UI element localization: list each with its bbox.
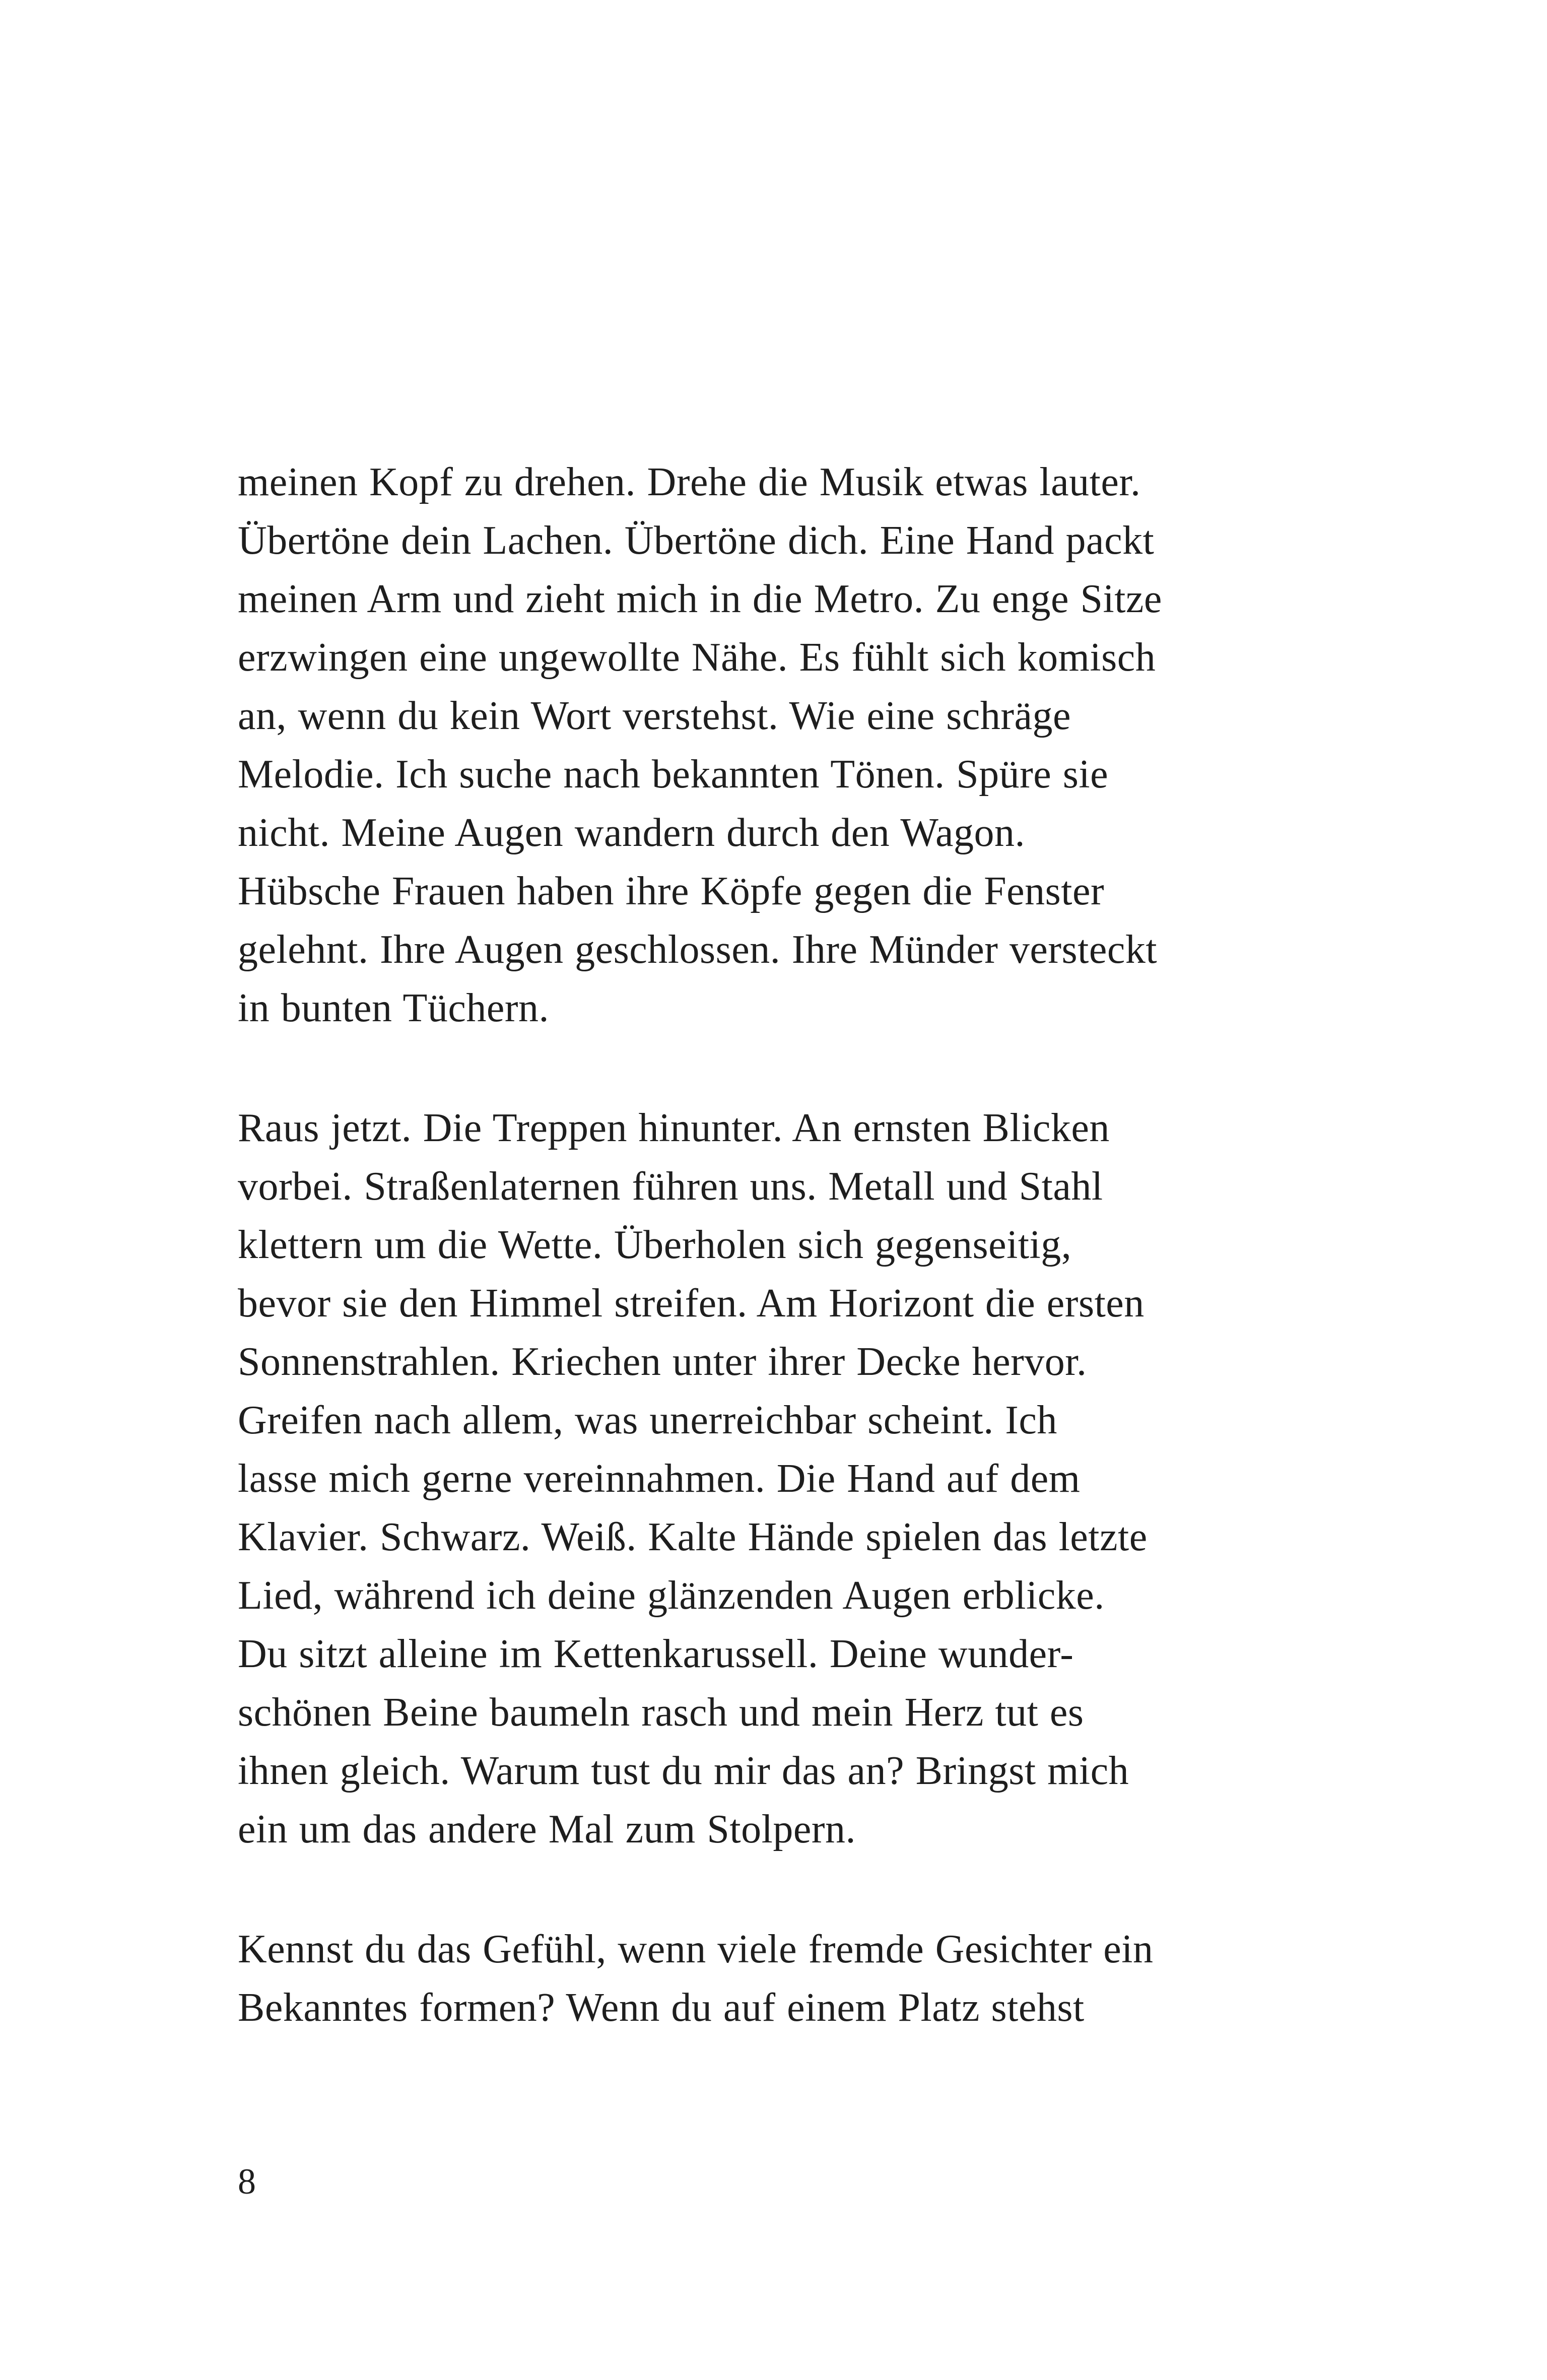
text-line: Kennst du das Gefühl, wenn viele fremde Gesichter ein [238, 1927, 1154, 1971]
page-number: 8 [238, 2161, 256, 2202]
text-line: Melodie. Ich suche nach bekannten Tönen. Spüre sie [238, 752, 1109, 797]
paragraph-2 [238, 1099, 1321, 1859]
text-line: klettern um die Wette. Überholen sich gegenseitig, [238, 1223, 1072, 1267]
text-line: Greifen nach allem, was unerreichbar scheint. Ich [238, 1398, 1057, 1442]
text-line: Du sitzt alleine im Kettenkarussell. Deine wunder- [238, 1632, 1074, 1676]
text-line: schönen Beine baumeln rasch und mein Herz tut es [238, 1690, 1084, 1735]
text-line: an, wenn du kein Wort verstehst. Wie eine schräge [238, 694, 1071, 738]
text-line: Hübsche Frauen haben ihre Köpfe gegen die Fenster [238, 869, 1105, 913]
paragraph-1 [238, 453, 1321, 1037]
text-line: Raus jetzt. Die Treppen hinunter. An ernsten Blicken [238, 1106, 1110, 1150]
text-line: lasse mich gerne vereinnahmen. Die Hand auf dem [238, 1457, 1081, 1501]
text-line: Bekanntes formen? Wenn du auf einem Platz stehst [238, 1986, 1085, 2030]
text-line: Klavier. Schwarz. Weiß. Kalte Hände spielen das letzte [238, 1515, 1148, 1559]
text-line: erzwingen eine ungewollte Nähe. Es fühlt sich komisch [238, 635, 1156, 680]
text-line: nicht. Meine Augen wandern durch den Wagon. [238, 811, 1025, 855]
text-line: vorbei. Straßenlaternen führen uns. Metall und Stahl [238, 1164, 1103, 1209]
text-line: Lied, während ich deine glänzenden Augen erblicke. [238, 1573, 1105, 1618]
text-line: in bunten Tüchern. [238, 986, 550, 1030]
text-line: bevor sie den Himmel streifen. Am Horizont die ersten [238, 1281, 1145, 1326]
text-line: Sonnenstrahlen. Kriechen unter ihrer Decke hervor. [238, 1340, 1087, 1384]
paragraph-3 [238, 1920, 1321, 2037]
text-line: meinen Kopf zu drehen. Drehe die Musik etwas lauter. [238, 460, 1141, 504]
text-line: ein um das andere Mal zum Stolpern. [238, 1807, 856, 1852]
text-line: ihnen gleich. Warum tust du mir das an? Bringst mich [238, 1749, 1129, 1793]
text-line: Übertöne dein Lachen. Übertöne dich. Eine Hand packt [238, 518, 1155, 563]
text-line: meinen Arm und zieht mich in die Metro. Zu enge Sitze [238, 577, 1162, 621]
text-line: gelehnt. Ihre Augen geschlossen. Ihre Münder versteckt [238, 928, 1158, 972]
